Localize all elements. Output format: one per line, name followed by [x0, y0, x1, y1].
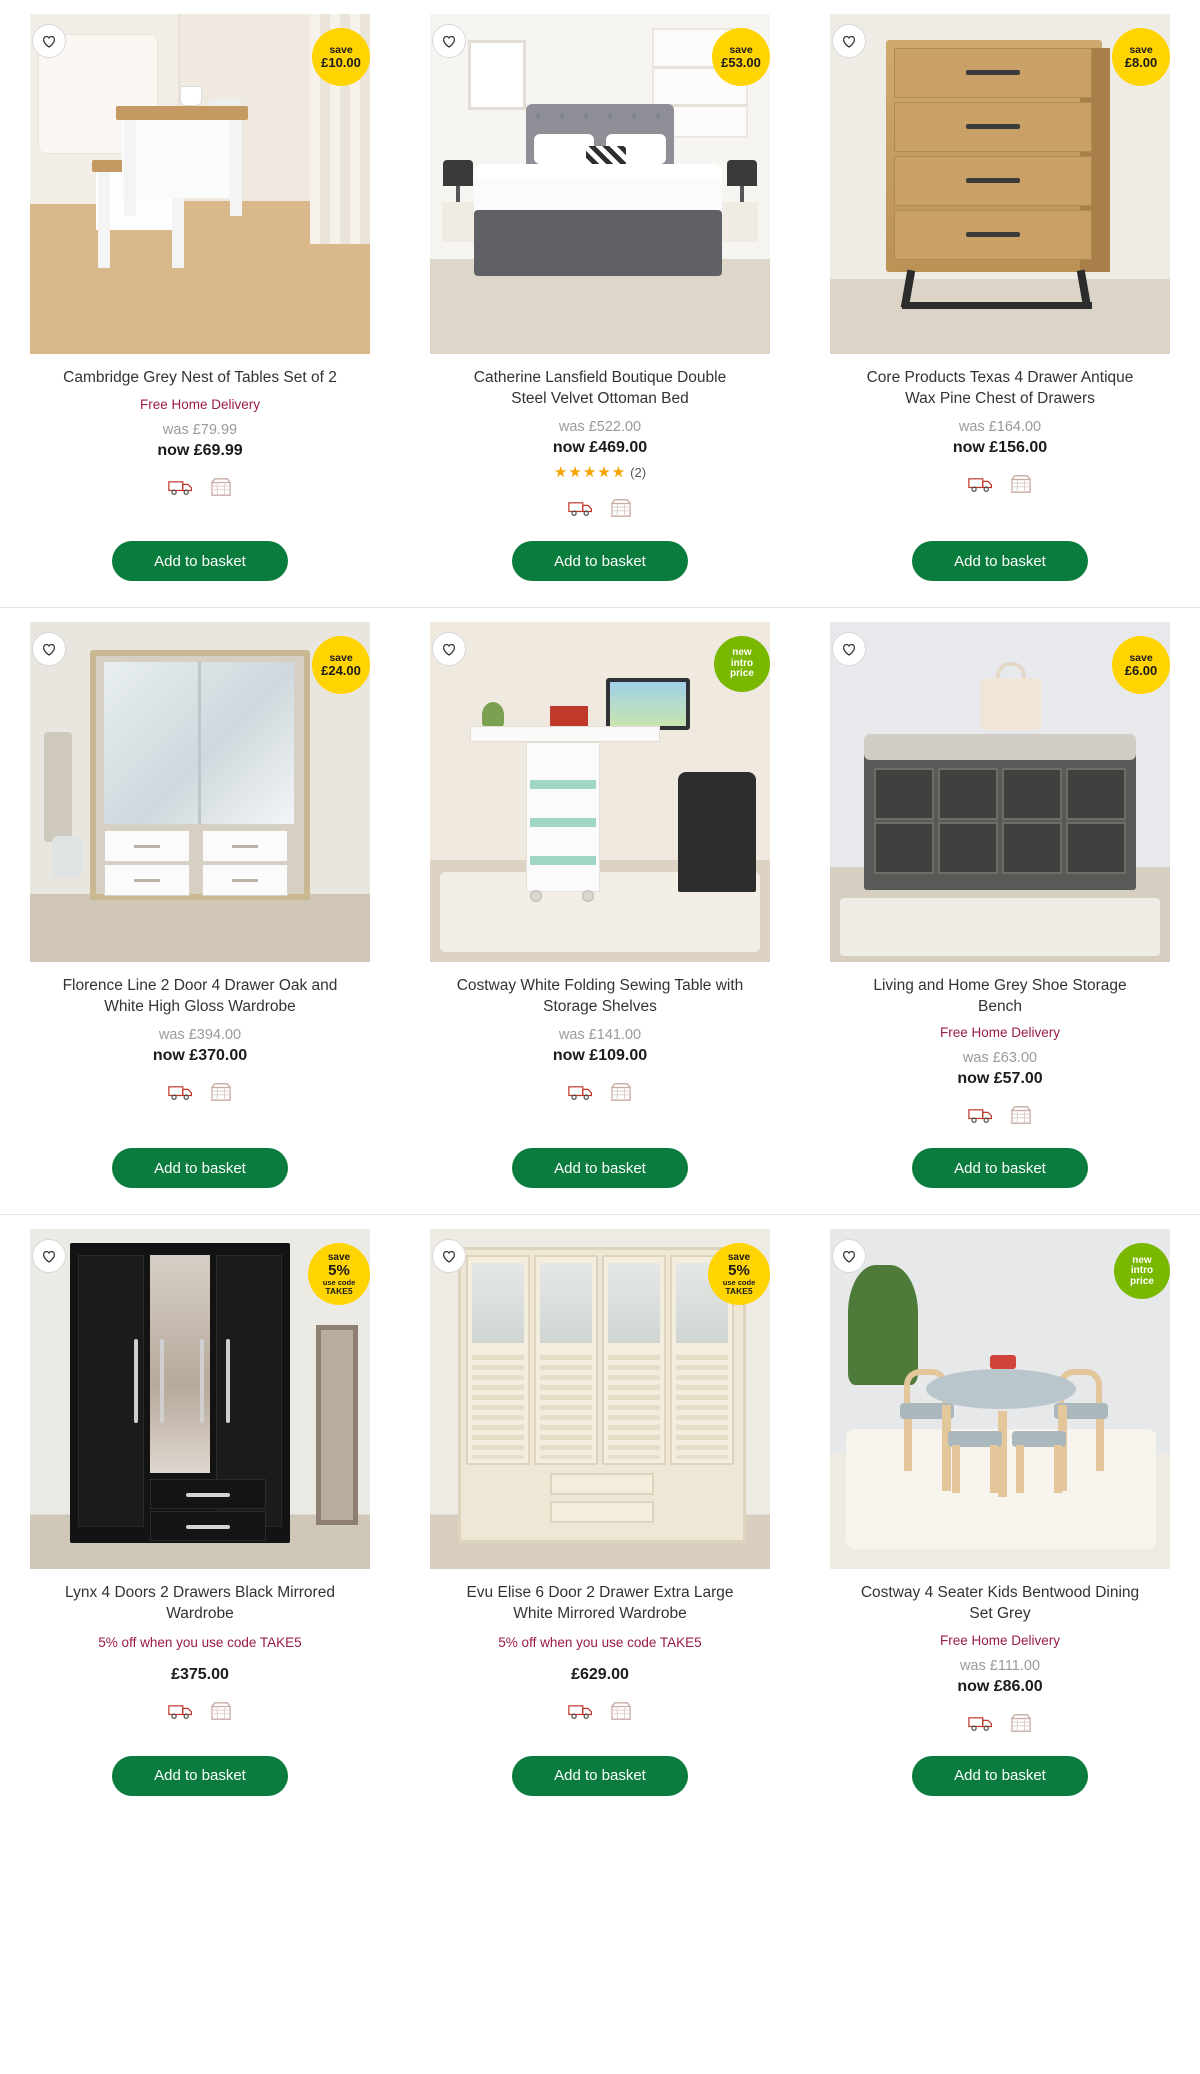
badge-line2: £8.00 — [1124, 54, 1158, 70]
product-card[interactable] — [400, 1215, 800, 1821]
was-price: was £164.00 — [958, 419, 1042, 436]
badge-line1: save — [1129, 43, 1153, 56]
promo-text: 5% off when you use code TAKE5 — [98, 1634, 302, 1650]
badge-line1: save — [729, 43, 753, 56]
add-to-basket-button[interactable]: Add to basket — [112, 541, 288, 581]
add-to-basket-button[interactable]: Add to basket — [912, 541, 1088, 581]
product-title[interactable]: Living and Home Grey Shoe Storage Bench — [873, 977, 1127, 1015]
badge-line1: save — [329, 651, 353, 664]
badge-line2: £24.00 — [321, 662, 361, 678]
promo-text: 5% off when you use code TAKE5 — [498, 1634, 702, 1650]
was-price: was £141.00 — [558, 1027, 642, 1044]
fulfilment-icons — [168, 1079, 232, 1105]
product-title[interactable]: Cambridge Grey Nest of Tables Set of 2 — [63, 369, 337, 386]
badge-line2: £6.00 — [1124, 662, 1158, 678]
van-icon — [168, 478, 194, 496]
add-to-basket-button[interactable]: Add to basket — [912, 1148, 1088, 1188]
fulfilment-icons — [968, 1102, 1032, 1128]
store-icon — [610, 1701, 632, 1721]
store-icon — [1010, 474, 1032, 494]
van-icon — [168, 1083, 194, 1101]
now-price: now £69.99 — [157, 441, 243, 459]
fulfilment-icons — [168, 474, 232, 500]
badge-line1: save — [1129, 651, 1153, 664]
now-price: now £86.00 — [957, 1677, 1043, 1695]
store-icon — [210, 477, 232, 497]
badge-line2: intro — [730, 657, 754, 669]
add-to-basket-button[interactable]: Add to basket — [512, 1756, 688, 1796]
product-image[interactable] — [430, 1229, 770, 1569]
van-icon — [168, 1702, 194, 1720]
star-icons: ★★★★★ — [553, 464, 627, 482]
badge-line1: save — [329, 43, 353, 56]
product-title[interactable]: Core Products Texas 4 Drawer Antique Wax Pine Chest of Drawers — [866, 369, 1134, 407]
badge-line2: 5% — [328, 1262, 350, 1280]
product-title[interactable]: Catherine Lansfield Boutique Double Steel Velvet Ottoman Bed — [473, 369, 727, 407]
product-image[interactable] — [430, 622, 770, 962]
product-card[interactable] — [0, 608, 400, 1214]
now-price: now £156.00 — [952, 439, 1048, 457]
store-icon — [210, 1082, 232, 1102]
product-image[interactable] — [830, 14, 1170, 354]
van-icon — [968, 1714, 994, 1732]
wishlist-heart-icon[interactable] — [32, 632, 66, 666]
badge-line2: 5% — [728, 1262, 750, 1280]
promo-code-badge — [708, 1243, 770, 1305]
add-to-basket-button[interactable]: Add to basket — [112, 1148, 288, 1188]
fulfilment-icons — [968, 471, 1032, 497]
now-price: now £469.00 — [552, 439, 648, 457]
product-card[interactable] — [0, 0, 400, 607]
product-rating[interactable] — [554, 463, 646, 481]
now-price: now £370.00 — [152, 1047, 248, 1065]
add-to-basket-button[interactable]: Add to basket — [512, 541, 688, 581]
product-title[interactable]: Lynx 4 Doors 2 Drawers Black Mirrored Wardrobe — [65, 1584, 335, 1623]
free-delivery-label: Free Home Delivery — [139, 396, 261, 412]
wishlist-heart-icon[interactable] — [32, 24, 66, 58]
was-price: was £79.99 — [162, 421, 238, 438]
product-image[interactable] — [830, 622, 1170, 962]
now-price: now £57.00 — [957, 1070, 1043, 1088]
product-card[interactable] — [400, 608, 800, 1214]
store-icon — [610, 1082, 632, 1102]
badge-line1: save — [327, 1251, 351, 1263]
badge-line1: save — [727, 1251, 751, 1263]
badge-line4: TAKE5 — [725, 1286, 753, 1297]
store-icon — [1010, 1105, 1032, 1125]
fulfilment-icons — [568, 495, 632, 521]
badge-line2: £53.00 — [721, 54, 761, 70]
badge-line4: TAKE5 — [325, 1286, 353, 1297]
van-icon — [568, 1702, 594, 1720]
add-to-basket-button[interactable]: Add to basket — [112, 1756, 288, 1796]
free-delivery-label: Free Home Delivery — [939, 1632, 1061, 1648]
promo-code-badge — [308, 1243, 370, 1305]
add-to-basket-button[interactable]: Add to basket — [912, 1756, 1088, 1796]
wishlist-heart-icon[interactable] — [832, 24, 866, 58]
wishlist-heart-icon[interactable] — [832, 632, 866, 666]
product-image[interactable] — [430, 14, 770, 354]
store-icon — [610, 498, 632, 518]
save-badge — [1112, 28, 1170, 86]
badge-line3: price — [1130, 1275, 1154, 1287]
new-intro-price-badge — [714, 636, 770, 692]
product-card[interactable] — [0, 1215, 400, 1821]
van-icon — [568, 499, 594, 517]
product-card[interactable] — [800, 0, 1200, 607]
product-price: £629.00 — [571, 1665, 629, 1683]
badge-line3: use code — [722, 1278, 756, 1288]
product-image[interactable] — [30, 622, 370, 962]
now-price: now £109.00 — [552, 1047, 648, 1065]
fulfilment-icons — [968, 1710, 1032, 1736]
was-price: was £63.00 — [962, 1050, 1038, 1067]
product-title[interactable]: Costway 4 Seater Kids Bentwood Dining Set Grey — [860, 1584, 1140, 1623]
product-title[interactable]: Costway White Folding Sewing Table with Storage Shelves — [456, 977, 744, 1015]
save-badge — [312, 636, 370, 694]
badge-line3: use code — [322, 1278, 356, 1288]
product-card[interactable] — [800, 608, 1200, 1214]
wishlist-heart-icon[interactable] — [432, 632, 466, 666]
fulfilment-icons — [568, 1698, 632, 1724]
fulfilment-icons — [568, 1079, 632, 1105]
product-title[interactable]: Evu Elise 6 Door 2 Drawer Extra Large White Mirrored Wardrobe — [466, 1584, 734, 1623]
product-price: £375.00 — [171, 1665, 229, 1683]
review-count: (2) — [630, 464, 647, 480]
add-to-basket-button[interactable]: Add to basket — [512, 1148, 688, 1188]
badge-line3: price — [730, 668, 754, 680]
van-icon — [568, 1083, 594, 1101]
was-price: was £394.00 — [158, 1027, 242, 1044]
save-badge — [1112, 636, 1170, 694]
badge-line2: intro — [1130, 1265, 1154, 1277]
wishlist-heart-icon[interactable] — [432, 24, 466, 58]
badge-line1: new — [732, 647, 752, 659]
store-icon — [210, 1701, 232, 1721]
fulfilment-icons — [168, 1698, 232, 1724]
badge-line2: £10.00 — [321, 54, 361, 70]
save-badge — [312, 28, 370, 86]
product-card[interactable] — [400, 0, 800, 607]
van-icon — [968, 475, 994, 493]
van-icon — [968, 1106, 994, 1124]
product-image[interactable] — [30, 14, 370, 354]
badge-line1: new — [1132, 1254, 1152, 1266]
was-price: was £111.00 — [959, 1657, 1041, 1674]
save-badge — [712, 28, 770, 86]
product-image[interactable] — [830, 1229, 1170, 1569]
product-image[interactable] — [30, 1229, 370, 1569]
product-card[interactable] — [800, 1215, 1200, 1821]
product-title[interactable]: Florence Line 2 Door 4 Drawer Oak and White High Gloss Wardrobe — [62, 977, 338, 1015]
free-delivery-label: Free Home Delivery — [939, 1025, 1061, 1041]
store-icon — [1010, 1713, 1032, 1733]
was-price: was £522.00 — [558, 419, 642, 436]
